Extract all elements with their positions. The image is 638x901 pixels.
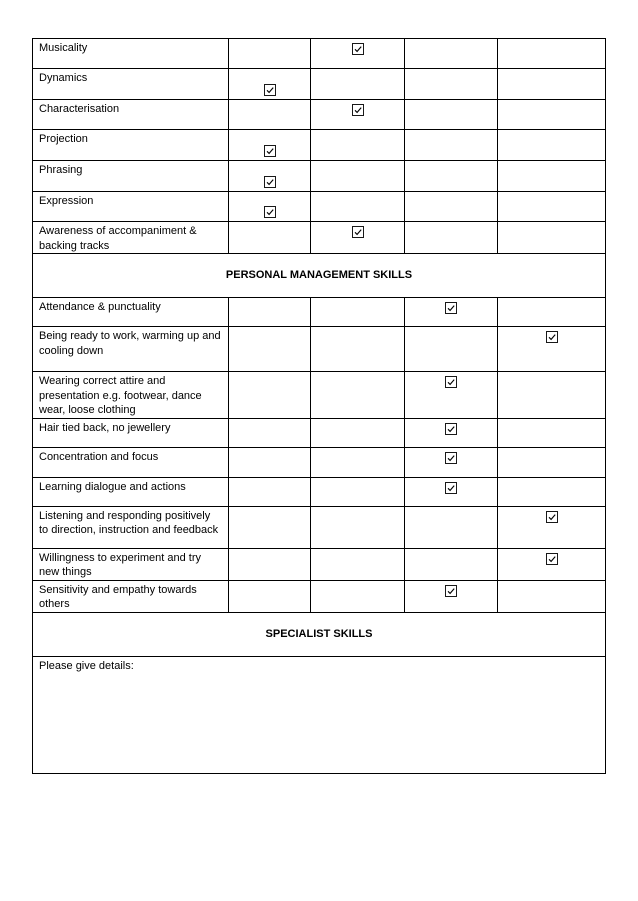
rating-cell-4[interactable] bbox=[498, 192, 606, 222]
rating-cell-2[interactable] bbox=[311, 372, 405, 419]
skill-label: Attendance & punctuality bbox=[33, 298, 229, 327]
skill-label: Musicality bbox=[33, 39, 229, 69]
skill-label: Willingness to experiment and try new things bbox=[33, 548, 229, 580]
skill-label: Hair tied back, no jewellery bbox=[33, 418, 229, 447]
rating-cell-3[interactable] bbox=[405, 39, 498, 69]
rating-cell-4[interactable] bbox=[498, 298, 606, 327]
rating-cell-2[interactable] bbox=[311, 327, 405, 372]
rating-cell-3[interactable] bbox=[405, 506, 498, 548]
rating-cell-3[interactable] bbox=[405, 161, 498, 192]
rating-cell-2[interactable] bbox=[311, 418, 405, 447]
details-field[interactable] bbox=[33, 656, 606, 773]
checked-box-icon[interactable] bbox=[352, 43, 364, 55]
skill-label: Listening and responding positively to direction, instruction and feedback bbox=[33, 506, 229, 548]
rating-cell-4[interactable] bbox=[498, 580, 606, 612]
rating-cell-4[interactable] bbox=[498, 418, 606, 447]
rating-cell-4[interactable] bbox=[498, 100, 606, 130]
assessment-sheet bbox=[32, 38, 605, 774]
rating-cell-2[interactable] bbox=[311, 100, 405, 130]
checked-box-icon[interactable] bbox=[352, 104, 364, 116]
rating-cell-2[interactable] bbox=[311, 447, 405, 477]
checked-box-icon[interactable] bbox=[264, 206, 276, 218]
rating-cell-2[interactable] bbox=[311, 298, 405, 327]
rating-cell-2[interactable] bbox=[311, 580, 405, 612]
skill-row bbox=[33, 39, 606, 69]
rating-cell-3[interactable] bbox=[405, 372, 498, 419]
section-header: SPECIALIST SKILLS bbox=[33, 612, 606, 656]
rating-cell-3[interactable] bbox=[405, 327, 498, 372]
checked-box-icon[interactable] bbox=[445, 302, 457, 314]
rating-cell-4[interactable] bbox=[498, 39, 606, 69]
rating-cell-3[interactable] bbox=[405, 100, 498, 130]
skill-label: Characterisation bbox=[33, 100, 229, 130]
rating-cell-1[interactable] bbox=[229, 447, 311, 477]
skill-row bbox=[33, 69, 606, 100]
skill-row bbox=[33, 298, 606, 327]
skill-row bbox=[33, 548, 606, 580]
checked-box-icon[interactable] bbox=[445, 585, 457, 597]
rating-cell-1[interactable] bbox=[229, 130, 311, 161]
section-header-row bbox=[33, 254, 606, 298]
skill-label: Awareness of accompaniment & backing tracks bbox=[33, 222, 229, 254]
rating-cell-2[interactable] bbox=[311, 192, 405, 222]
checked-box-icon[interactable] bbox=[546, 331, 558, 343]
skill-row bbox=[33, 327, 606, 372]
skill-label: Phrasing bbox=[33, 161, 229, 192]
section-header: PERSONAL MANAGEMENT SKILLS bbox=[33, 254, 606, 298]
skill-label: Dynamics bbox=[33, 69, 229, 100]
rating-cell-2[interactable] bbox=[311, 222, 405, 254]
rating-cell-3[interactable] bbox=[405, 130, 498, 161]
rating-cell-3[interactable] bbox=[405, 192, 498, 222]
rating-cell-2[interactable] bbox=[311, 69, 405, 100]
skill-row bbox=[33, 192, 606, 222]
rating-cell-4[interactable] bbox=[498, 161, 606, 192]
section-header-row bbox=[33, 612, 606, 656]
rating-cell-2[interactable] bbox=[311, 161, 405, 192]
skill-row bbox=[33, 447, 606, 477]
skill-label: Sensitivity and empathy towards others bbox=[33, 580, 229, 612]
rating-cell-4[interactable] bbox=[498, 477, 606, 506]
rating-cell-4[interactable] bbox=[498, 130, 606, 161]
rating-cell-3[interactable] bbox=[405, 222, 498, 254]
skill-label: Projection bbox=[33, 130, 229, 161]
rating-cell-4[interactable] bbox=[498, 372, 606, 419]
rating-cell-3[interactable] bbox=[405, 69, 498, 100]
rating-cell-3[interactable] bbox=[405, 418, 498, 447]
rating-cell-1[interactable] bbox=[229, 372, 311, 419]
rating-cell-2[interactable] bbox=[311, 477, 405, 506]
checked-box-icon[interactable] bbox=[445, 376, 457, 388]
checked-box-icon[interactable] bbox=[546, 511, 558, 523]
skill-row bbox=[33, 477, 606, 506]
rating-cell-1[interactable] bbox=[229, 477, 311, 506]
skill-row bbox=[33, 506, 606, 548]
rating-cell-4[interactable] bbox=[498, 222, 606, 254]
checked-box-icon[interactable] bbox=[445, 482, 457, 494]
rating-cell-1[interactable] bbox=[229, 161, 311, 192]
rating-cell-3[interactable] bbox=[405, 477, 498, 506]
rating-cell-1[interactable] bbox=[229, 298, 311, 327]
checked-box-icon[interactable] bbox=[445, 423, 457, 435]
skill-label: Being ready to work, warming up and cooling down bbox=[33, 327, 229, 372]
skill-row bbox=[33, 130, 606, 161]
details-row bbox=[33, 656, 606, 773]
skill-label: Concentration and focus bbox=[33, 447, 229, 477]
rating-cell-1[interactable] bbox=[229, 192, 311, 222]
rating-cell-4[interactable] bbox=[498, 548, 606, 580]
skill-row bbox=[33, 372, 606, 419]
skill-label: Learning dialogue and actions bbox=[33, 477, 229, 506]
checked-box-icon[interactable] bbox=[352, 226, 364, 238]
skill-row bbox=[33, 161, 606, 192]
rating-cell-3[interactable] bbox=[405, 447, 498, 477]
rating-cell-3[interactable] bbox=[405, 548, 498, 580]
skill-row bbox=[33, 418, 606, 447]
rating-cell-1[interactable] bbox=[229, 548, 311, 580]
skill-row bbox=[33, 222, 606, 254]
rating-cell-4[interactable] bbox=[498, 506, 606, 548]
skill-row bbox=[33, 580, 606, 612]
details-prompt: Please give details: bbox=[39, 659, 134, 672]
rating-cell-2[interactable] bbox=[311, 130, 405, 161]
rating-cell-2[interactable] bbox=[311, 548, 405, 580]
checked-box-icon[interactable] bbox=[264, 145, 276, 157]
rating-cell-1[interactable] bbox=[229, 100, 311, 130]
rating-cell-3[interactable] bbox=[405, 298, 498, 327]
rating-cell-2[interactable] bbox=[311, 506, 405, 548]
rating-cell-4[interactable] bbox=[498, 327, 606, 372]
checked-box-icon[interactable] bbox=[546, 553, 558, 565]
checked-box-icon[interactable] bbox=[445, 452, 457, 464]
rating-cell-1[interactable] bbox=[229, 69, 311, 100]
rating-cell-4[interactable] bbox=[498, 447, 606, 477]
rating-cell-1[interactable] bbox=[229, 222, 311, 254]
checked-box-icon[interactable] bbox=[264, 176, 276, 188]
rating-cell-4[interactable] bbox=[498, 69, 606, 100]
rating-cell-1[interactable] bbox=[229, 327, 311, 372]
skill-row bbox=[33, 100, 606, 130]
skill-label: Expression bbox=[33, 192, 229, 222]
rating-cell-2[interactable] bbox=[311, 39, 405, 69]
skills-table bbox=[32, 38, 606, 774]
checked-box-icon[interactable] bbox=[264, 84, 276, 96]
rating-cell-3[interactable] bbox=[405, 580, 498, 612]
rating-cell-1[interactable] bbox=[229, 39, 311, 69]
rating-cell-1[interactable] bbox=[229, 506, 311, 548]
rating-cell-1[interactable] bbox=[229, 580, 311, 612]
rating-cell-1[interactable] bbox=[229, 418, 311, 447]
skill-label: Wearing correct attire and presentation e.g. footwear, dance wear, loose clothing bbox=[33, 372, 229, 419]
